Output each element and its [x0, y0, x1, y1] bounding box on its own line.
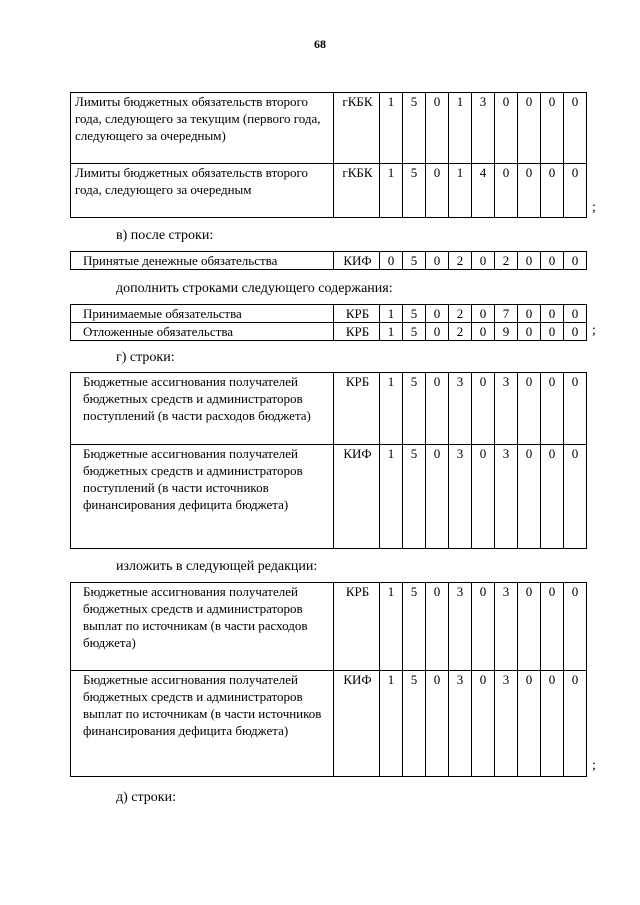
table-accepted-obligations: [70, 251, 587, 270]
row-code: КИФ: [334, 671, 380, 777]
digit-cell: 3: [495, 373, 518, 445]
paragraph-v: в) после строки:: [116, 228, 214, 243]
row-name: Бюджетные ассигнования получателей бюджетных средств и администраторов выплат по источникам (в части расходов бюджета): [71, 583, 334, 671]
row-code: КРБ: [334, 323, 380, 341]
table-row: [71, 373, 587, 445]
digit-cell: 0: [426, 305, 449, 323]
row-name: Бюджетные ассигнования получателей бюджетных средств и администраторов поступлений (в части расходов бюджета): [71, 373, 334, 445]
digit-cell: 0: [541, 671, 564, 777]
semicolon: ;: [592, 200, 596, 215]
digit-cell: 0: [541, 583, 564, 671]
row-code: КИФ: [334, 252, 380, 270]
table-row: [71, 445, 587, 549]
digit-cell: 0: [564, 164, 587, 218]
digit-cell: 0: [564, 671, 587, 777]
table-row: [71, 93, 587, 164]
row-name: Принимаемые обязательства: [71, 305, 334, 323]
digit-cell: 3: [495, 583, 518, 671]
digit-cell: 0: [564, 373, 587, 445]
row-code: КИФ: [334, 445, 380, 549]
table-limits: [70, 92, 587, 218]
digit-cell: 0: [541, 305, 564, 323]
digit-cell: 0: [541, 93, 564, 164]
paragraph-g: г) строки:: [116, 350, 175, 365]
digit-cell: 0: [426, 164, 449, 218]
digit-cell: 1: [380, 373, 403, 445]
table-row: [71, 671, 587, 777]
digit-cell: 0: [426, 373, 449, 445]
digit-cell: 0: [518, 671, 541, 777]
digit-cell: 3: [449, 583, 472, 671]
row-code: гКБК: [334, 93, 380, 164]
digit-cell: 5: [403, 305, 426, 323]
digit-cell: 0: [426, 671, 449, 777]
table-appropriations-old: [70, 372, 587, 549]
paragraph-add: дополнить строками следующего содержания:: [116, 281, 393, 296]
digit-cell: 0: [518, 583, 541, 671]
digit-cell: 1: [449, 93, 472, 164]
digit-cell: 1: [380, 323, 403, 341]
digit-cell: 3: [449, 373, 472, 445]
digit-cell: 4: [472, 164, 495, 218]
digit-cell: 3: [449, 445, 472, 549]
digit-cell: 0: [518, 164, 541, 218]
digit-cell: 0: [472, 305, 495, 323]
paragraph-edit: изложить в следующей редакции:: [116, 559, 318, 574]
digit-cell: 0: [472, 373, 495, 445]
digit-cell: 1: [380, 164, 403, 218]
digit-cell: 3: [495, 671, 518, 777]
digit-cell: 5: [403, 323, 426, 341]
row-name: Бюджетные ассигнования получателей бюджетных средств и администраторов выплат по источникам (в части источников финансирования дефицита бюджета): [71, 671, 334, 777]
row-name: Отложенные обязательства: [71, 323, 334, 341]
digit-cell: 1: [449, 164, 472, 218]
digit-cell: 5: [403, 93, 426, 164]
digit-cell: 0: [426, 445, 449, 549]
digit-cell: 5: [403, 373, 426, 445]
digit-cell: 0: [495, 164, 518, 218]
digit-cell: 0: [518, 252, 541, 270]
digit-cell: 0: [518, 373, 541, 445]
digit-cell: 5: [403, 583, 426, 671]
digit-cell: 0: [564, 583, 587, 671]
row-code: КРБ: [334, 373, 380, 445]
digit-cell: 1: [380, 305, 403, 323]
digit-cell: 0: [518, 445, 541, 549]
digit-cell: 0: [564, 445, 587, 549]
table-row: [71, 583, 587, 671]
row-code: КРБ: [334, 305, 380, 323]
digit-cell: 0: [564, 252, 587, 270]
digit-cell: 0: [564, 93, 587, 164]
digit-cell: 0: [426, 252, 449, 270]
digit-cell: 0: [472, 671, 495, 777]
row-name: Бюджетные ассигнования получателей бюджетных средств и администраторов поступлений (в части источников финансирования дефицита бюджета): [71, 445, 334, 549]
digit-cell: 0: [380, 252, 403, 270]
digit-cell: 0: [564, 305, 587, 323]
digit-cell: 1: [380, 93, 403, 164]
digit-cell: 0: [472, 445, 495, 549]
semicolon: ;: [592, 758, 596, 773]
row-name: Лимиты бюджетных обязательств второго года, следующего за очередным: [71, 164, 334, 218]
digit-cell: 0: [472, 583, 495, 671]
digit-cell: 5: [403, 445, 426, 549]
digit-cell: 0: [518, 305, 541, 323]
digit-cell: 5: [403, 252, 426, 270]
row-name: Принятые денежные обязательства: [71, 252, 334, 270]
digit-cell: 0: [518, 323, 541, 341]
digit-cell: 0: [472, 252, 495, 270]
digit-cell: 0: [541, 445, 564, 549]
digit-cell: 3: [449, 671, 472, 777]
digit-cell: 3: [472, 93, 495, 164]
digit-cell: 2: [449, 252, 472, 270]
digit-cell: 0: [564, 323, 587, 341]
digit-cell: 1: [380, 445, 403, 549]
digit-cell: 1: [380, 583, 403, 671]
digit-cell: 5: [403, 671, 426, 777]
digit-cell: 0: [518, 93, 541, 164]
digit-cell: 2: [449, 323, 472, 341]
digit-cell: 9: [495, 323, 518, 341]
page-number: 68: [314, 37, 326, 51]
row-code: гКБК: [334, 164, 380, 218]
semicolon: ;: [592, 323, 596, 338]
table-row: [71, 164, 587, 218]
table-row: [71, 305, 587, 323]
digit-cell: 0: [426, 323, 449, 341]
digit-cell: 5: [403, 164, 426, 218]
digit-cell: 0: [541, 252, 564, 270]
digit-cell: 0: [541, 373, 564, 445]
digit-cell: 1: [380, 671, 403, 777]
digit-cell: 0: [426, 583, 449, 671]
row-code: КРБ: [334, 583, 380, 671]
digit-cell: 0: [541, 323, 564, 341]
digit-cell: 0: [426, 93, 449, 164]
table-appropriations-new: [70, 582, 587, 777]
digit-cell: 2: [495, 252, 518, 270]
digit-cell: 2: [449, 305, 472, 323]
digit-cell: 0: [472, 323, 495, 341]
digit-cell: 3: [495, 445, 518, 549]
table-row: [71, 252, 587, 270]
table-obligations: [70, 304, 587, 341]
digit-cell: 0: [541, 164, 564, 218]
table-row: [71, 323, 587, 341]
row-name: Лимиты бюджетных обязательств второго года, следующего за текущим (первого года, следующего за очередным): [71, 93, 334, 164]
digit-cell: 0: [495, 93, 518, 164]
digit-cell: 7: [495, 305, 518, 323]
paragraph-d: д) строки:: [116, 790, 176, 805]
